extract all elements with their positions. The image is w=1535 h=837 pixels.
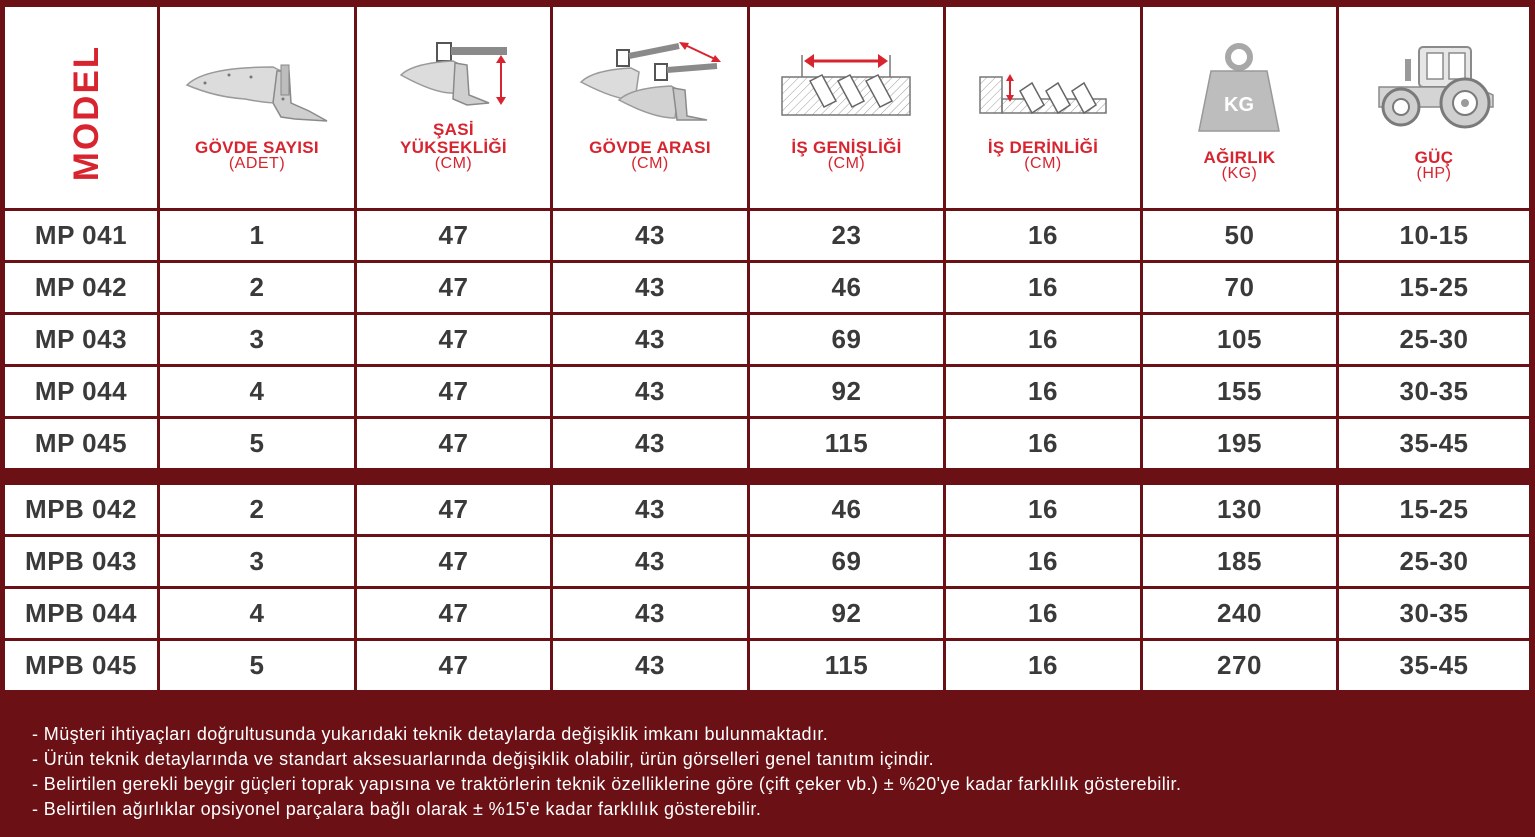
working-depth-label: İŞ DERİNLİĞİ (987, 138, 1099, 157)
value-cell: 4 (160, 367, 354, 416)
value-cell: 115 (750, 419, 943, 468)
value-cell: 43 (553, 419, 747, 468)
value-cell: 4 (160, 589, 354, 638)
value-cell: 43 (553, 315, 747, 364)
frame-height-label-line1: ŞASİ (433, 120, 474, 139)
value-cell: 47 (357, 211, 550, 260)
value-cell: 92 (750, 367, 943, 416)
value-cell: 16 (946, 641, 1140, 690)
model-cell: MP 045 (5, 419, 157, 468)
value-cell: 43 (553, 537, 747, 586)
value-cell: 43 (553, 211, 747, 260)
weight-label: AĞIRLIK (1203, 148, 1276, 167)
value-cell: 15-25 (1339, 263, 1529, 312)
value-cell: 5 (160, 641, 354, 690)
value-cell: 16 (946, 537, 1140, 586)
value-cell: 2 (160, 263, 354, 312)
header-body-count-cell (160, 7, 354, 208)
value-cell: 25-30 (1339, 315, 1529, 364)
body-spacing-unit: (CM) (631, 155, 669, 172)
value-cell: 69 (750, 537, 943, 586)
value-cell: 30-35 (1339, 589, 1529, 638)
body-spacing-icon (579, 40, 725, 122)
value-cell: 47 (357, 641, 550, 690)
value-cell: 35-45 (1339, 419, 1529, 468)
model-cell: MP 041 (5, 211, 157, 260)
frame-height-unit: (CM) (434, 155, 473, 172)
value-cell: 3 (160, 315, 354, 364)
value-cell: 16 (946, 211, 1140, 260)
working-depth-icon (978, 69, 1108, 117)
value-cell: 10-15 (1339, 211, 1529, 260)
tractor-icon (1375, 43, 1497, 131)
value-cell: 2 (160, 485, 354, 534)
value-cell: 16 (946, 367, 1140, 416)
header-weight-cell (1143, 7, 1336, 208)
value-cell: 115 (750, 641, 943, 690)
header-model-cell (5, 7, 157, 208)
value-cell: 270 (1143, 641, 1336, 690)
model-header-label: MODEL (67, 44, 106, 182)
model-cell: MP 043 (5, 315, 157, 364)
value-cell: 240 (1143, 589, 1336, 638)
value-cell: 43 (553, 589, 747, 638)
value-cell: 47 (357, 537, 550, 586)
weight-unit: (KG) (1221, 165, 1258, 182)
footnote-3: - Belirtilen gerekli beygir güçleri toprak yapısına ve traktörlerin teknik özelliklerine göre (çift çeker vb.) ± %20'ye kadar farklılık gösterebilir. (32, 774, 1182, 794)
header-power-cell (1339, 7, 1529, 208)
value-cell: 47 (357, 315, 550, 364)
header-working-depth-cell (946, 7, 1140, 208)
footnote-2: - Ürün teknik detaylarında ve standart aksesuarlarında değişiklik olabilir, ürün görselleri genel tanıtım içindir. (32, 749, 935, 769)
value-cell: 47 (357, 485, 550, 534)
value-cell: 5 (160, 419, 354, 468)
footnote-4: - Belirtilen ağırlıklar opsiyonel parçalara bağlı olarak ± %15'e kadar farklılık gösterebilir. (32, 799, 762, 819)
value-cell: 185 (1143, 537, 1336, 586)
value-cell: 16 (946, 315, 1140, 364)
value-cell: 50 (1143, 211, 1336, 260)
model-cell: MP 042 (5, 263, 157, 312)
value-cell: 43 (553, 367, 747, 416)
weight-icon-text: KG (1224, 94, 1254, 116)
value-cell: 25-30 (1339, 537, 1529, 586)
value-cell: 3 (160, 537, 354, 586)
weight-icon (1197, 43, 1281, 133)
plow-body-icon (185, 63, 333, 129)
model-cell: MPB 045 (5, 641, 157, 690)
model-cell: MPB 044 (5, 589, 157, 638)
body-spacing-label: GÖVDE ARASI (589, 138, 711, 157)
power-unit: (HP) (1416, 165, 1452, 182)
model-cell: MP 044 (5, 367, 157, 416)
value-cell: 43 (553, 641, 747, 690)
value-cell: 46 (750, 263, 943, 312)
model-cell: MPB 043 (5, 537, 157, 586)
working-width-unit: (CM) (827, 155, 866, 172)
value-cell: 16 (946, 419, 1140, 468)
footnotes (32, 722, 1181, 822)
value-cell: 92 (750, 589, 943, 638)
value-cell: 130 (1143, 485, 1336, 534)
value-cell: 16 (946, 589, 1140, 638)
value-cell: 70 (1143, 263, 1336, 312)
value-cell: 69 (750, 315, 943, 364)
value-cell: 195 (1143, 419, 1336, 468)
value-cell: 105 (1143, 315, 1336, 364)
value-cell: 46 (750, 485, 943, 534)
value-cell: 43 (553, 485, 747, 534)
value-cell: 43 (553, 263, 747, 312)
value-cell: 16 (946, 485, 1140, 534)
body-count-label: GÖVDE SAYISI (195, 138, 319, 157)
working-width-label: İŞ GENİŞLİĞİ (791, 138, 902, 157)
value-cell: 16 (946, 263, 1140, 312)
value-cell: 1 (160, 211, 354, 260)
value-cell: 47 (357, 589, 550, 638)
header-body-spacing-cell (553, 7, 747, 208)
model-cell: MPB 042 (5, 485, 157, 534)
working-depth-unit: (CM) (1024, 155, 1062, 172)
value-cell: 30-35 (1339, 367, 1529, 416)
value-cell: 15-25 (1339, 485, 1529, 534)
value-cell: 47 (357, 263, 550, 312)
value-cell: 155 (1143, 367, 1336, 416)
working-width-icon (780, 45, 914, 117)
header-frame-height-cell (357, 7, 550, 208)
power-label: GÜÇ (1414, 148, 1454, 167)
frame-height-icon (397, 41, 527, 111)
frame-height-label-line2: YÜKSEKLİĞİ (400, 138, 507, 157)
value-cell: 23 (750, 211, 943, 260)
value-cell: 47 (357, 419, 550, 468)
body-count-unit: (ADET) (228, 155, 286, 172)
value-cell: 47 (357, 367, 550, 416)
value-cell: 35-45 (1339, 641, 1529, 690)
header-working-width-cell (750, 7, 943, 208)
footnote-1: - Müşteri ihtiyaçları doğrultusunda yukarıdaki teknik detaylarda değişiklik imkanı bulunmaktadır. (32, 724, 829, 744)
